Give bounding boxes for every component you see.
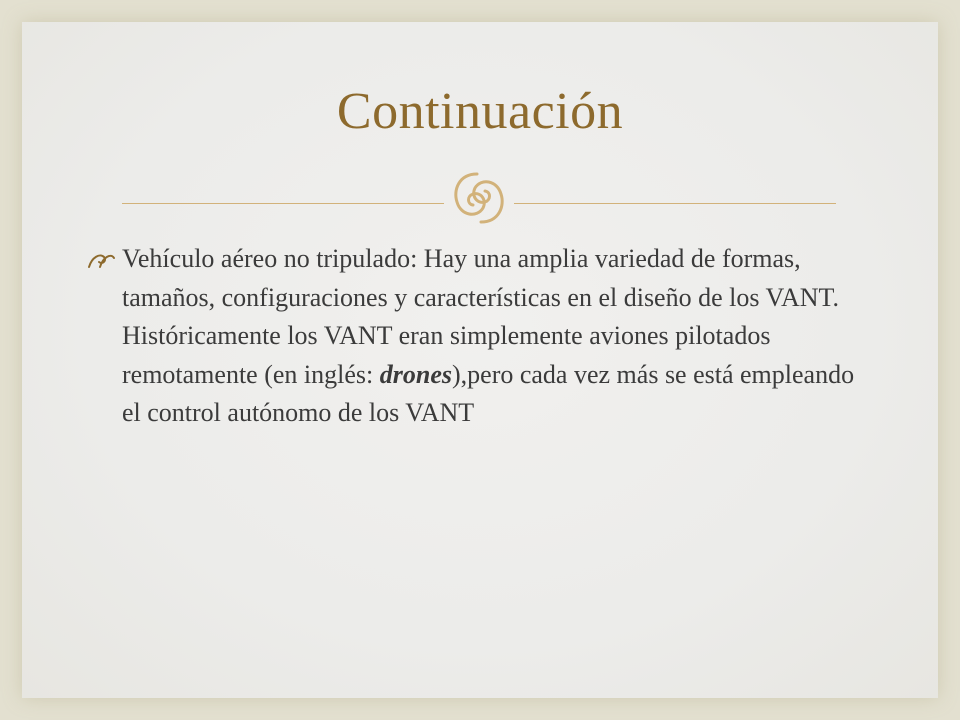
bullet-text-part2: ),pero cada vez más se está empleando el control autónomo de los VANT <box>122 359 855 427</box>
bullet-item <box>86 240 886 433</box>
slide-title: Continuación <box>336 83 624 140</box>
title-divider-right <box>514 203 836 204</box>
bullet-text <box>122 240 862 433</box>
bullet-text-part1: Vehículo aéreo no tripulado: Hay una amplia variedad de formas, tamaños, configuraciones y características en el diseño de los VANT. Históricamente los VANT eran simplemente aviones pilotados remotamente (en inglés: <box>122 244 839 389</box>
swirl-ornament-icon <box>447 168 511 228</box>
emphasized-term: drones <box>379 359 452 389</box>
curl-bullet-icon <box>86 249 116 271</box>
title-divider-left <box>122 203 444 204</box>
